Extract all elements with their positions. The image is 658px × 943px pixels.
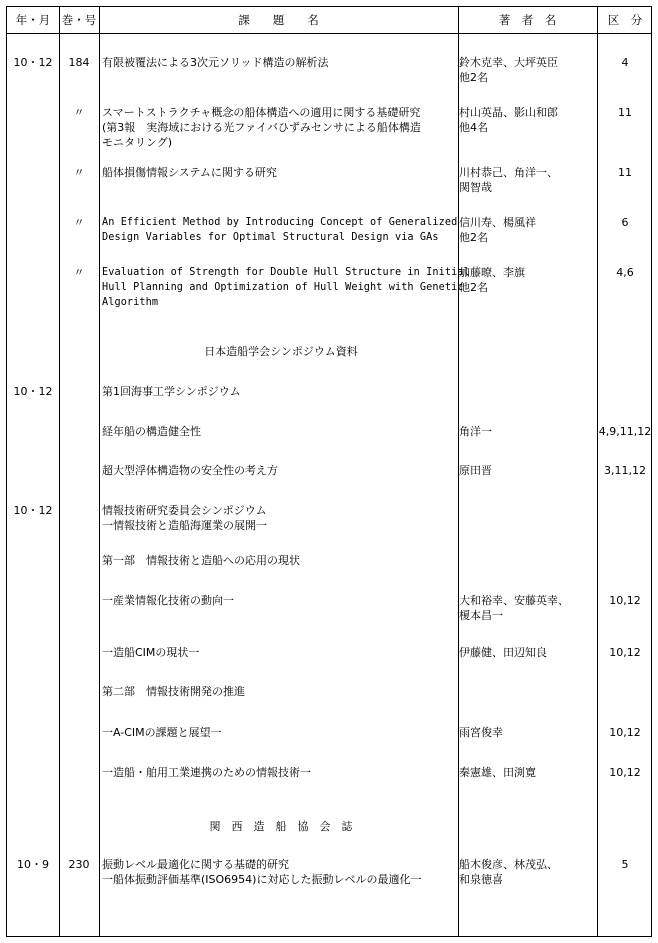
entry-division: 6 xyxy=(621,216,629,229)
entry-division: 11 xyxy=(618,106,632,119)
entry-date: 10・12 xyxy=(13,56,53,69)
entry-authors: 船木俊彦、林茂弘、 和泉徳喜 xyxy=(459,858,558,886)
entry-volume: 〃 xyxy=(73,266,85,279)
entry-division: 10,12 xyxy=(609,594,641,607)
entry-volume: 〃 xyxy=(73,166,85,179)
entry-volume: 230 xyxy=(68,858,90,871)
header-date: 年・月 xyxy=(15,13,51,27)
entry-division: 4,9,11,12 xyxy=(598,425,652,438)
entry-date: 10・9 xyxy=(17,858,49,871)
entry-division: 4,6 xyxy=(616,266,634,279)
header-volume: 巻・号 xyxy=(61,13,97,27)
entry-volume: 〃 xyxy=(73,216,85,229)
entry-authors: 角洋一 xyxy=(459,425,492,438)
column-divider xyxy=(59,7,60,936)
entry-authors: 鈴木克幸、大坪英臣 他2名 xyxy=(459,56,558,84)
entry-title: 振動レベル最適化に関する基礎的研究 一船体振動評価基準(ISO6954)に対応した振動レベルの最適化一 xyxy=(102,858,422,886)
entry-title: スマートストラクチャ概念の船体構造への適用に関する基礎研究 (第3報 実海域における光ファイバひずみセンサによる船体構造 モニタリング) xyxy=(102,106,421,149)
entry-division: 10,12 xyxy=(609,646,641,659)
document-table xyxy=(6,6,652,937)
section-heading: 日本造船学会シンポジウム資料 xyxy=(204,345,358,358)
entry-title: 有限被覆法による3次元ソリッド構造の解析法 xyxy=(102,56,329,69)
entry-title: 超大型浮体構造物の安全性の考え方 xyxy=(102,464,278,477)
entry-title: 一造船CIMの現状一 xyxy=(102,646,200,659)
entry-authors: 大和裕幸、安藤英幸、 榎本昌一 xyxy=(459,594,569,622)
entry-division: 5 xyxy=(621,858,629,871)
entry-division: 3,11,12 xyxy=(604,464,646,477)
entry-title: An Efficient Method by Introducing Concept of Generalized Design Variables for Optimal Structural Design via GAs xyxy=(102,217,458,243)
header-division: 区 分 xyxy=(607,13,643,27)
subsection-heading: 第一部 情報技術と造船への応用の現状 xyxy=(102,554,300,567)
entry-division: 10,12 xyxy=(609,726,641,739)
header-title: 課 題 名 xyxy=(238,13,319,27)
entry-authors: 信川寿、楊風祥 他2名 xyxy=(459,216,536,244)
entry-title: 一A-CIMの課題と展望一 xyxy=(102,726,222,739)
entry-authors: 秦憲雄、田渕寛 xyxy=(459,766,536,779)
column-divider xyxy=(99,7,100,936)
entry-authors: 原田晋 xyxy=(459,464,492,477)
entry-authors: 加藤暸、李旗 他2名 xyxy=(459,266,525,294)
entry-authors: 川村恭己、角洋一、 関智哉 xyxy=(459,166,558,194)
entry-title: 船体損傷情報システムに関する研究 xyxy=(102,166,277,179)
header-authors: 著 者 名 xyxy=(498,13,557,27)
entry-division: 10,12 xyxy=(609,766,641,779)
entry-title: 第1回海事工学シンポジウム xyxy=(102,385,241,398)
section-heading: 関 西 造 船 協 会 誌 xyxy=(209,820,353,833)
header-divider xyxy=(7,33,651,34)
entry-date: 10・12 xyxy=(13,385,53,398)
entry-authors: 伊藤健、田辺知良 xyxy=(459,646,547,659)
entry-title: 一造船・舶用工業連携のための情報技術一 xyxy=(102,766,311,779)
entry-volume: 184 xyxy=(68,56,90,69)
entry-volume: 〃 xyxy=(73,106,85,119)
entry-division: 11 xyxy=(618,166,632,179)
subsection-heading: 第二部 情報技術開発の推進 xyxy=(102,685,245,698)
entry-title: 情報技術研究委員会シンポジウム 一情報技術と造船海運業の展開一 xyxy=(102,504,267,532)
entry-title: 経年船の構造健全性 xyxy=(102,425,201,438)
entry-division: 4 xyxy=(621,56,629,69)
entry-authors: 村山英晶、影山和郎 他4名 xyxy=(459,106,558,134)
entry-title: Evaluation of Strength for Double Hull Structure in Initial Hull Planning and Optimization of Hull Weight with Genetic Algorithm xyxy=(102,267,470,308)
entry-authors: 雨宮俊幸 xyxy=(459,726,503,739)
entry-date: 10・12 xyxy=(13,504,53,517)
entry-title: 一産業情報化技術の動向一 xyxy=(102,594,234,607)
